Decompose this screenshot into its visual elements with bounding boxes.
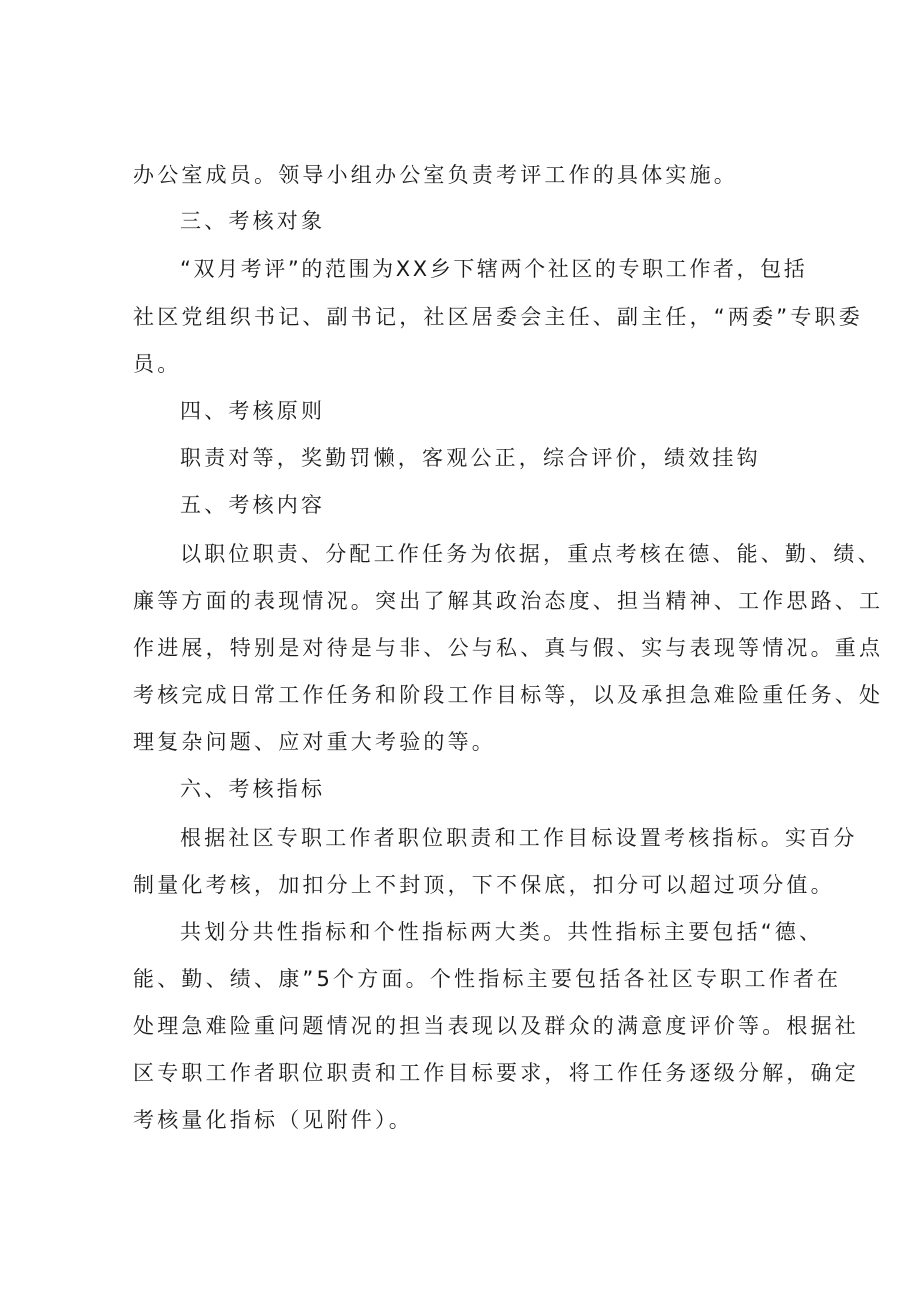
paragraph-line: 考核完成日常工作任务和阶段工作目标等，以及承担急难险重任务、处 [133, 683, 884, 707]
section-heading: 四、考核原则 [180, 399, 326, 423]
paragraph-line: 制量化考核，加扣分上不封顶，下不保底，扣分可以超过项分值。 [133, 873, 835, 897]
paragraph-line: 以职位职责、分配工作任务为依据，重点考核在德、能、勤、绩、 [180, 542, 882, 566]
section-heading: 六、考核指标 [180, 777, 326, 801]
paragraph-line: 处理急难险重问题情况的担当表现以及群众的满意度评价等。根据社 [133, 1014, 859, 1038]
paragraph-line: 区专职工作者职位职责和工作目标要求，将工作任务逐级分解，确定 [133, 1061, 859, 1085]
paragraph-line: 廉等方面的表现情况。突出了解其政治态度、担当精神、工作思路、工 [133, 589, 884, 613]
section-heading: 三、考核对象 [180, 209, 326, 233]
paragraph-line: 职责对等，奖勤罚懒，客观公正，综合评价，绩效挂钩 [180, 446, 761, 470]
paragraph-line: 共划分共性指标和个性指标两大类。共性指标主要包括“德、 [180, 920, 824, 944]
paragraph-line: 社区党组织书记、副书记，社区居委会主任、副主任，“两委”专职委 [133, 305, 863, 329]
paragraph-line: 作进展，特别是对待是与非、公与私、真与假、实与表现等情况。重点 [133, 636, 884, 660]
paragraph-line: 理复杂问题、应对重大考验的等。 [133, 730, 496, 754]
paragraph-line: “双月考评”的范围为XX乡下辖两个社区的专职工作者，包括 [180, 257, 808, 281]
paragraph-line: 能、勤、绩、康”5个方面。个性指标主要包括各社区专职工作者在 [133, 967, 842, 991]
paragraph-line: 根据社区专职工作者职位职责和工作目标设置考核指标。实百分 [180, 826, 858, 850]
paragraph-line: 考核量化指标（见附件）。 [133, 1108, 413, 1132]
paragraph-line: 办公室成员。领导小组办公室负责考评工作的具体实施。 [133, 163, 738, 187]
paragraph-line: 员。 [133, 352, 182, 376]
section-heading: 五、考核内容 [180, 493, 326, 517]
